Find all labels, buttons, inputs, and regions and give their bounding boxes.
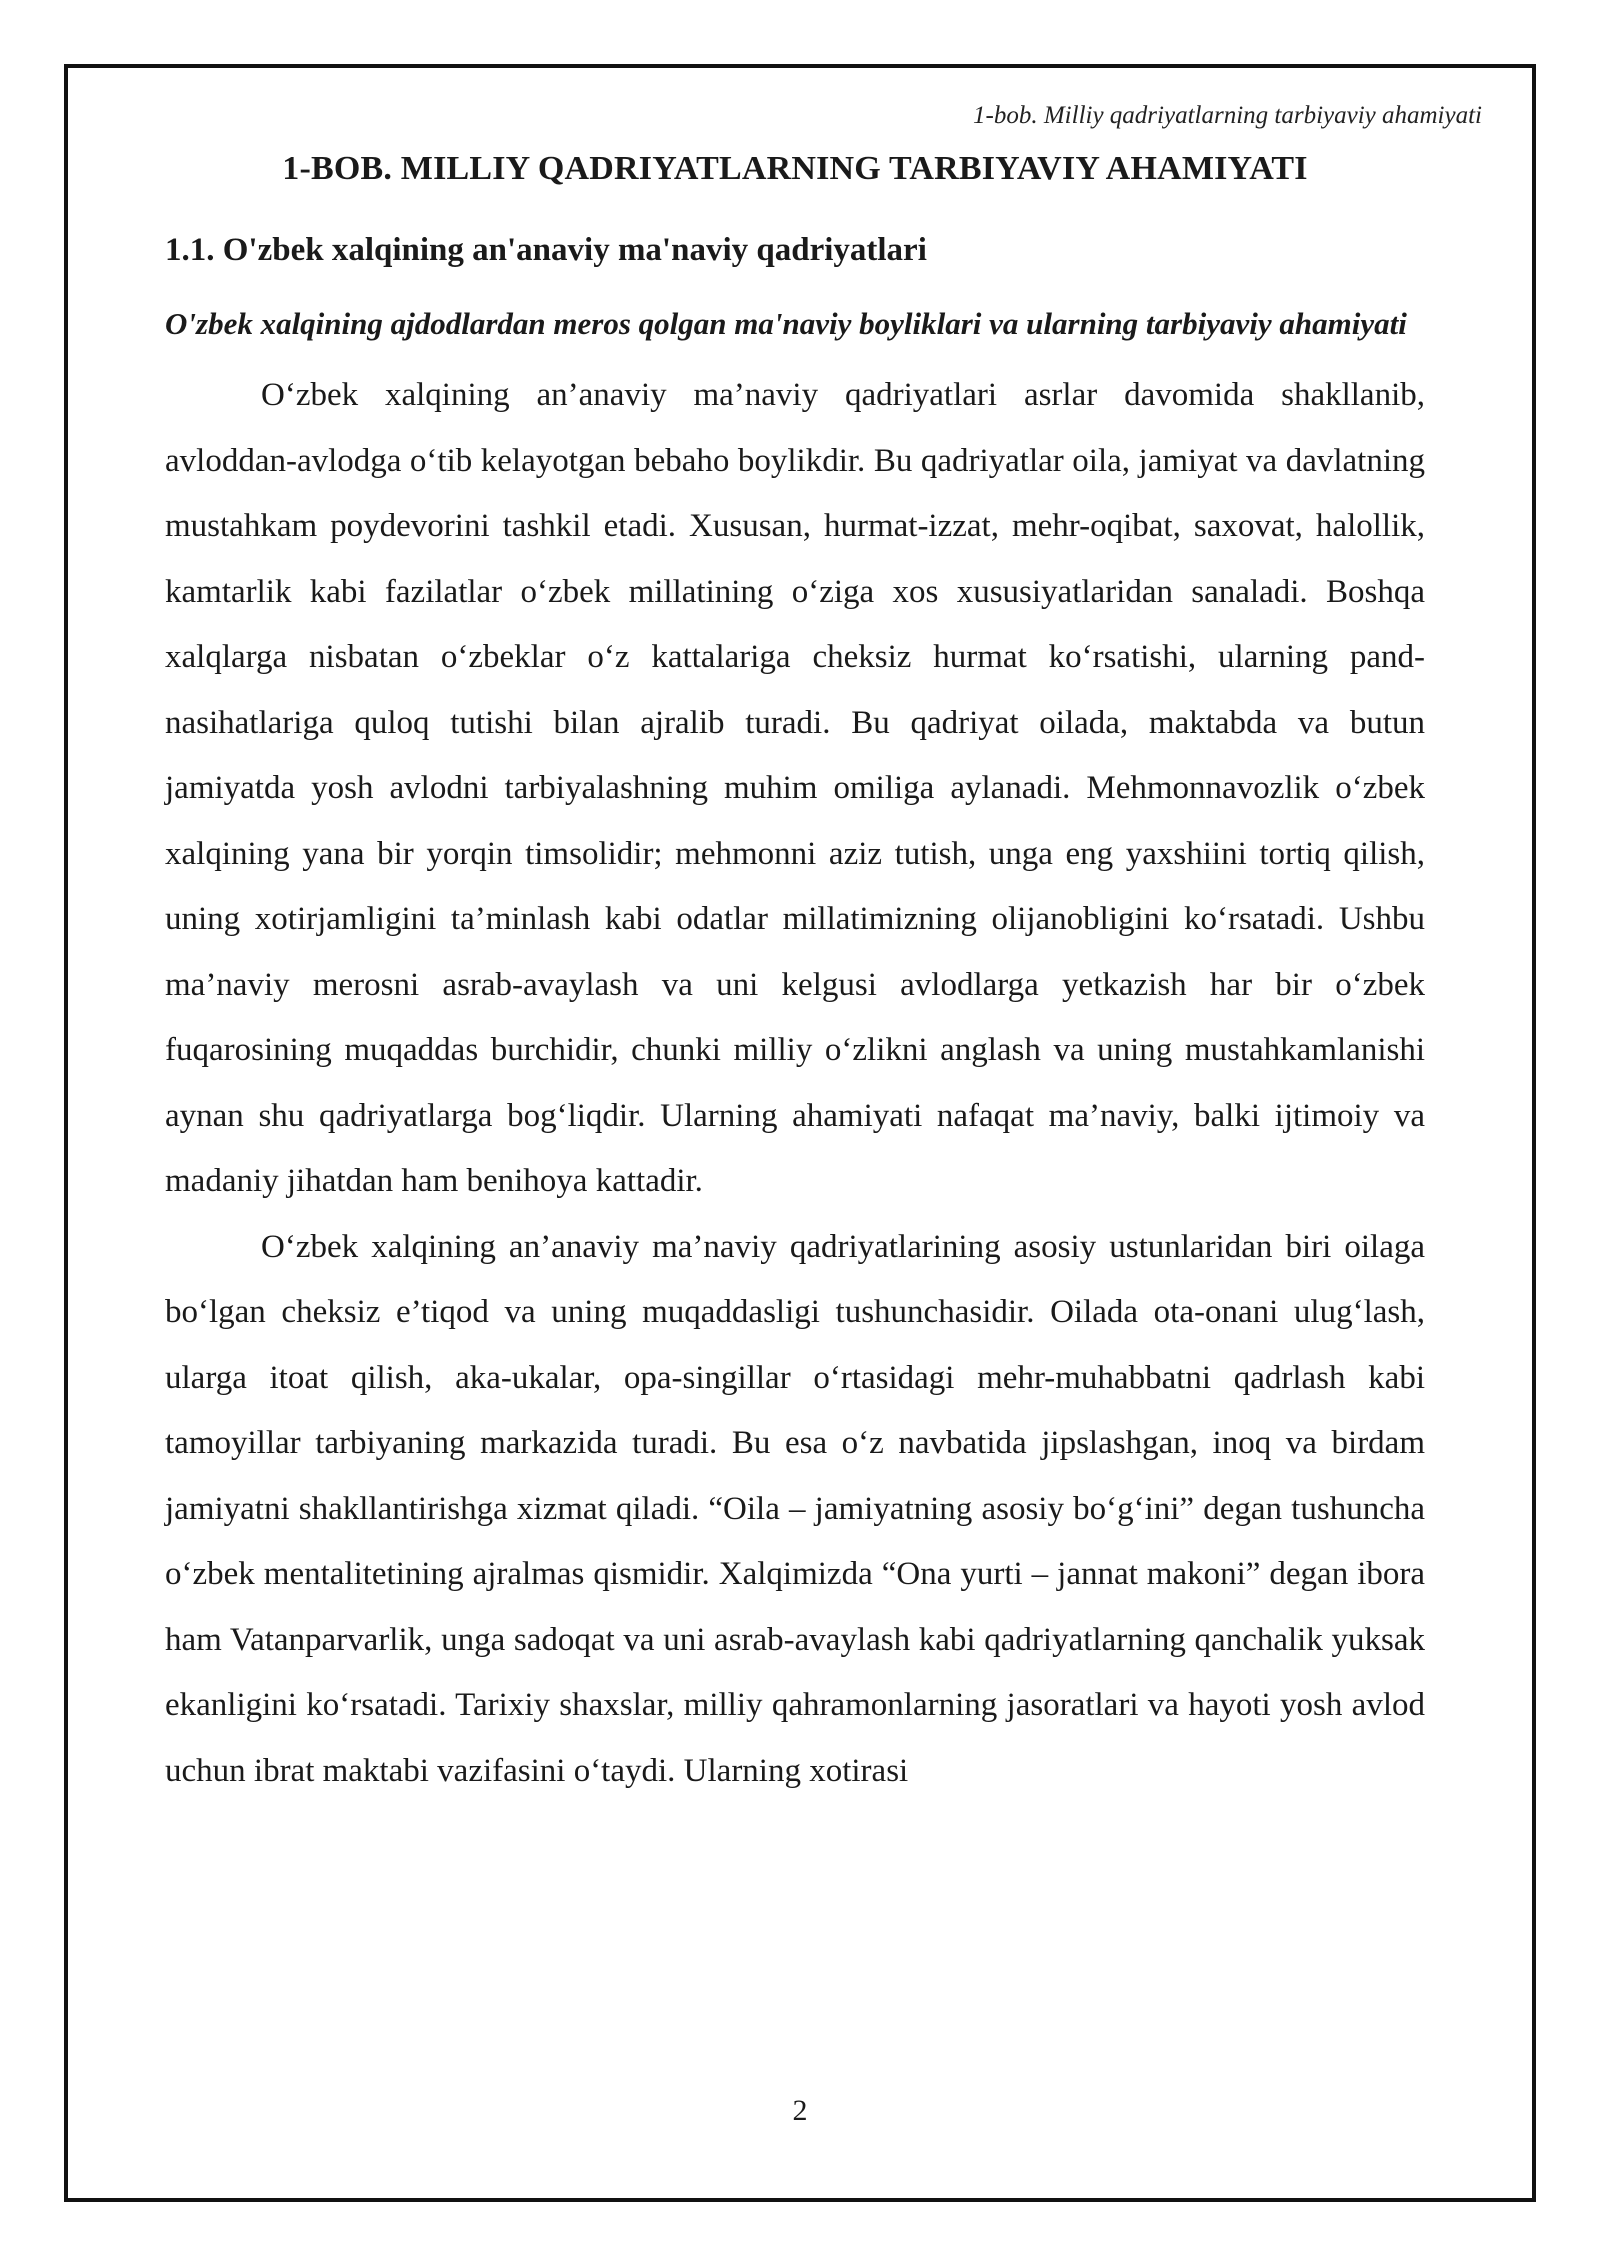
page-number: 2: [792, 2094, 808, 2127]
section-title: 1.1. O'zbek xalqining an'anaviy ma'naviy qadriyatlari: [165, 232, 927, 268]
running-header: 1-bob. Milliy qadriyatlarning tarbiyaviy ahamiyati: [973, 102, 1482, 129]
body-paragraph: O‘zbek xalqining an’anaviy ma’naviy qadriyatlari asrlar davomida shakllanib, avloddan-avlodga o‘tib kelayotgan bebaho boylikdir. Bu qadriyatlar oila, jamiyat va davlatning mustahkam poydevorini tashkil etadi. Xususan, hurmat-izzat, mehr-oqibat, saxovat, halollik, kamtarlik kabi fazilatlar o‘zbek millatining o‘ziga xos xususiyatlaridan sanaladi. Boshqa xalqlarga nisbatan o‘zbeklar o‘z kattalariga cheksiz hurmat ko‘rsatishi, ularning pand-nasihatlariga quloq tutishi bilan ajralib turadi. Bu qadriyat oilada, maktabda va butun jamiyatda yosh avlodni tarbiyalashning muhim omiliga aylanadi. Mehmonnavozlik o‘zbek xalqining yana bir yorqin timsolidir; mehmonni aziz tutish, unga eng yaxshiini tortiq qilish, uning xotirjamligini ta’minlash kabi odatlar millatimizning olijanobligini ko‘rsatadi. Ushbu ma’naviy merosni asrab-avaylash va uni kelgusi avlodlarga yetkazish har bir o‘zbek fuqarosining muqaddas burchidir, chunki milliy o‘zlikni anglash va uning mustahkamlanishi aynan shu qadriyatlarga bog‘liqdir. Ularning ahamiyati nafaqat ma’naviy, balki ijtimoiy va madaniy jihatdan ham benihoya kattadir.: [165, 377, 1425, 1199]
body-paragraph: O‘zbek xalqining an’anaviy ma’naviy qadriyatlarining asosiy ustunlaridan biri oilaga bo‘lgan cheksiz e’tiqod va uning muqaddasligi tushunchasidir. Oilada ota-onani ulug‘lash, ularga itoat qilish, aka-ukalar, opa-singillar o‘rtasidagi mehr-muhabbatni qadrlash kabi tamoyillar tarbiyaning markazida turadi. Bu esa o‘z navbatida jipslashgan, inoq va birdam jamiyatni shakllantirishga xizmat qiladi. “Oila – jamiyatning asosiy bo‘g‘ini” degan tushuncha o‘zbek mentalitetining ajralmas qismidir. Xalqimizda “Ona yurti – jannat makoni” degan ibora ham Vatanparvarlik, unga sadoqat va uni asrab-avaylash kabi qadriyatlarning qanchalik yuksak ekanligini ko‘rsatadi. Tarixiy shaxslar, milliy qahramonlarning jasoratlari va hayoti yosh avlod uchun ibrat maktabi vazifasini o‘taydi. Ularning xotirasi: [165, 1228, 1425, 1789]
page-content: [165, 150, 1425, 1804]
chapter-title: 1-BOB. MILLIY QADRIYATLARNING TARBIYAVIY AHAMIYATI: [282, 150, 1308, 187]
subsection-title: O'zbek xalqining ajdodlardan meros qolgan ma'naviy boyliklari va ularning tarbiyaviy ahamiyati: [165, 306, 1407, 341]
